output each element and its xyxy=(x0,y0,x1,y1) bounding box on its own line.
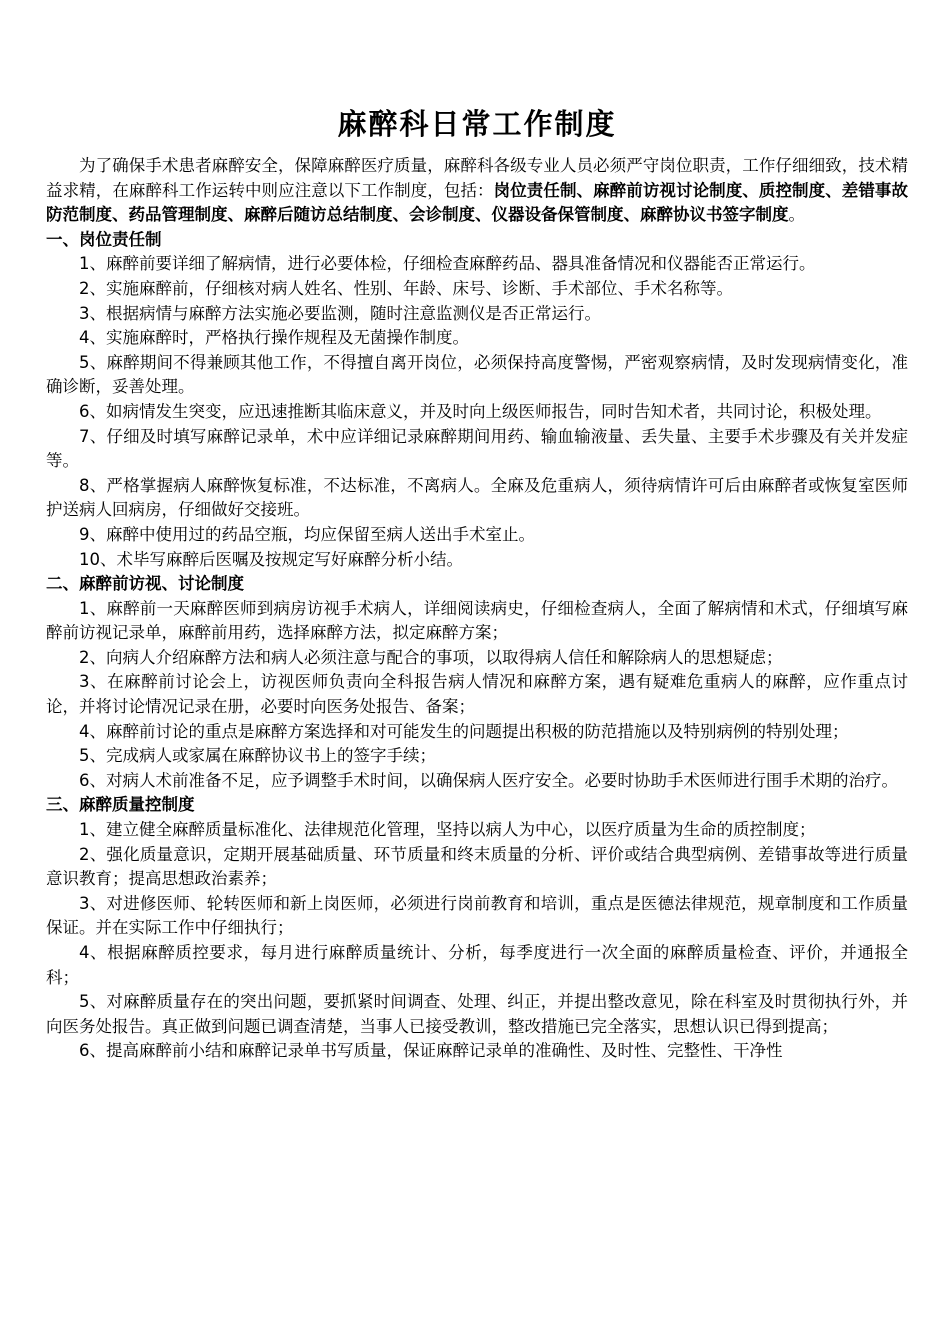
list-item: 5、完成病人或家属在麻醉协议书上的签字手续； xyxy=(79,746,436,766)
list-item: 3、根据病情与麻醉方法实施必要监测，随时注意监测仪是否正常运行。 xyxy=(79,303,601,323)
section-heading: 三、麻醉质量控制度 xyxy=(46,795,195,815)
list-item: 1、麻醉前一天麻醉医师到病房访视手术病人，详细阅读病史，仔细检查病人，全面了解病情和术式，仔细填写麻醉前访视记录单，麻醉前用药，选择麻醉方法，拟定麻醉方案； xyxy=(46,598,908,643)
list-item: 2、向病人介绍麻醉方法和病人必须注意与配合的事项，以取得病人信任和解除病人的思想疑虑； xyxy=(79,647,783,667)
list-item: 10、术毕写麻醉后医嘱及按规定写好麻醉分析小结。 xyxy=(79,549,463,569)
list-item: 1、麻醉前要详细了解病情，进行必要体检，仔细检查麻醉药品、器具准备情况和仪器能否正常运行。 xyxy=(79,254,816,274)
list-item: 3、对进修医师、轮转医师和新上岗医师，必须进行岗前教育和培训，重点是医德法律规范，规章制度和工作质量保证。并在实际工作中仔细执行； xyxy=(46,893,908,938)
list-item: 7、仔细及时填写麻醉记录单，术中应详细记录麻醉期间用药、输血输液量、丢失量、主要手术步骤及有关并发症等。 xyxy=(46,426,908,471)
list-item: 9、麻醉中使用过的药品空瓶，均应保留至病人送出手术室止。 xyxy=(79,524,535,544)
list-item: 4、麻醉前讨论的重点是麻醉方案选择和对可能发生的问题提出积极的防范措施以及特别病例的特别处理； xyxy=(79,721,849,741)
section-heading: 二、麻醉前访视、讨论制度 xyxy=(46,574,244,594)
list-item: 4、根据麻醉质控要求，每月进行麻醉质量统计、分析，每季度进行一次全面的麻醉质量检查、评价，并通报全科； xyxy=(46,943,908,987)
list-item: 3、在麻醉前讨论会上，访视医师负责向全科报告病人情况和麻醉方案，遇有疑难危重病人的麻醉，应作重点讨论，并将讨论情况记录在册，必要时向医务处报告、备案； xyxy=(46,672,908,717)
document-title: 麻醉科日常工作制度 xyxy=(337,107,617,141)
intro-paragraph xyxy=(46,154,908,228)
section-heading: 一、岗位责任制 xyxy=(46,229,162,249)
list-item: 6、对病人术前准备不足，应予调整手术时间，以确保病人医疗安全。必要时协助手术医师进行围手术期的治疗。 xyxy=(79,770,898,790)
list-item: 6、如病情发生突变，应迅速推断其临床意义，并及时向上级医师报告，同时告知术者，共同讨论，积极处理。 xyxy=(79,401,882,421)
intro-end: 。 xyxy=(788,205,805,225)
list-item: 4、实施麻醉时，严格执行操作规程及无菌操作制度。 xyxy=(79,328,469,348)
list-item: 5、对麻醉质量存在的突出问题，要抓紧时间调查、处理、纠正，并提出整改意见，除在科室及时贯彻执行外，并向医务处报告。真正做到问题已调查清楚，当事人已接受教训，整改措施已完全落实，思想认识已得到提高； xyxy=(46,992,908,1036)
list-item: 2、实施麻醉前，仔细核对病人姓名、性别、年龄、床号、诊断、手术部位、手术名称等。 xyxy=(79,278,733,298)
list-item: 8、严格掌握病人麻醉恢复标准，不达标准，不离病人。全麻及危重病人，须待病情许可后由麻醉者或恢复室医师护送病人回病房，仔细做好交接班。 xyxy=(46,475,908,520)
list-item: 5、麻醉期间不得兼顾其他工作，不得擅自离开岗位，必须保持高度警惕，严密观察病情，及时发现病情变化，准确诊断，妥善处理。 xyxy=(46,352,908,397)
intro-text: 为了确保手术患者麻醉安全，保障麻醉医疗质量，麻醉科各级专业人员必须严守岗位职责，工作仔细细致，技术精益求精，在麻醉科工作运转中则应注意以下工作制度，包括： xyxy=(46,156,908,200)
intro-bold-list: 岗位责任制、麻醉前访视讨论制度、质控制度、差错事故防范制度、药品管理制度、麻醉后随访总结制度、会诊制度、仪器设备保管制度、麻醉协议书签字制度 xyxy=(46,180,909,225)
list-item: 6、提高麻醉前小结和麻醉记录单书写质量，保证麻醉记录单的准确性、及时性、完整性、干净性 xyxy=(79,1041,783,1061)
list-item: 1、建立健全麻醉质量标准化、法律规范化管理，坚持以病人为中心，以医疗质量为生命的质控制度； xyxy=(79,820,816,840)
list-item: 2、强化质量意识，定期开展基础质量、环节质量和终末质量的分析、评价或结合典型病例、差错事故等进行质量意识教育；提高思想政治素养； xyxy=(46,844,908,889)
